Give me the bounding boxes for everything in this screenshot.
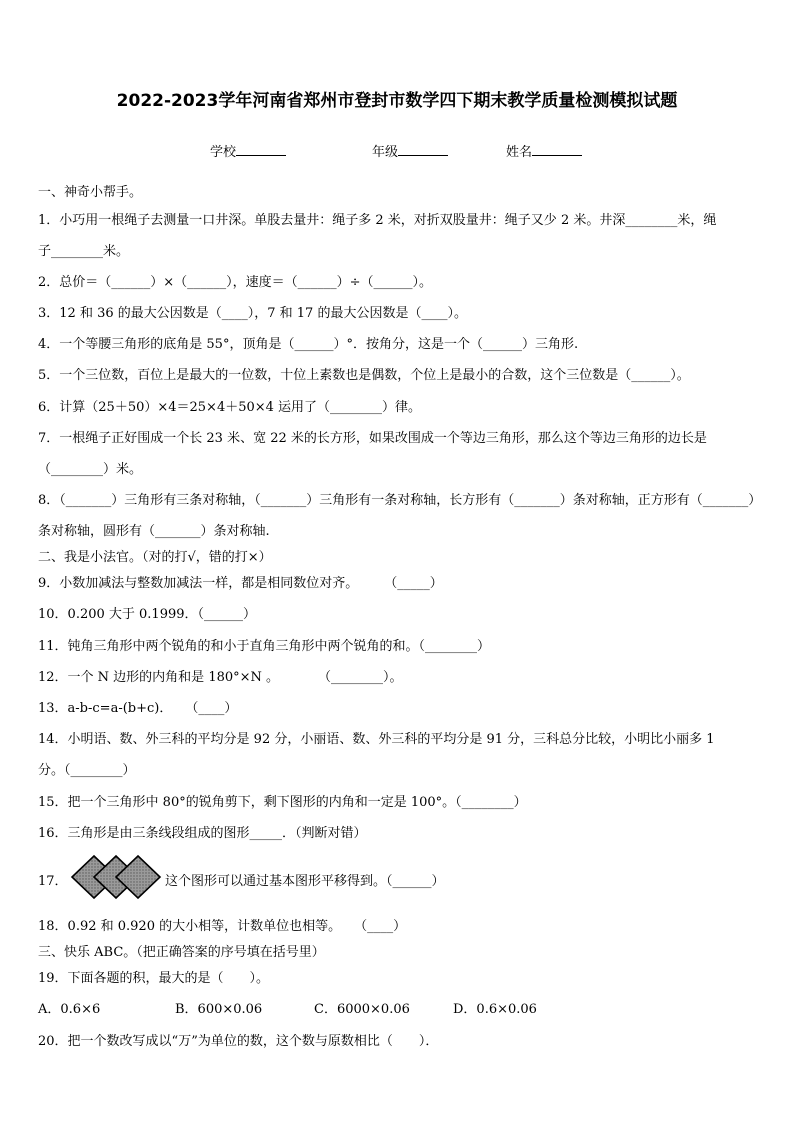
q19-option-b[interactable]: B．600×0.06	[175, 1002, 263, 1017]
question-17-number: 17．	[38, 874, 68, 889]
grade-field	[372, 141, 448, 160]
question-14-line-2: 分。（________）	[38, 763, 136, 778]
question-10: 10．0.200 大于 0.1999．（______）	[38, 607, 257, 622]
name-blank[interactable]	[532, 141, 582, 156]
rhombus-chain-figure	[70, 854, 162, 900]
section-2-heading: 二、我是小法官。（对的打√，错的打×）	[38, 550, 272, 565]
school-blank[interactable]	[236, 141, 286, 156]
question-14-line-1: 14．小明语、数、外三科的平均分是 92 分，小丽语、数、外三科的平均分是 91 分，三科总分比较，小明比小丽多 1	[38, 732, 715, 747]
question-20: 20．把一个数改写成以“万”为单位的数，这个数与原数相比（ ）．	[38, 1034, 439, 1049]
question-3: 3．12 和 36 的最大公因数是（____），7 和 17 的最大公因数是（____）。	[38, 306, 467, 321]
question-7-line-2: （________）米。	[38, 462, 143, 477]
question-18: 18．0.92 和 0.920 的大小相等，计数单位也相等。 （____）	[38, 919, 407, 934]
question-8-line-2: 条对称轴，圆形有（_______）条对称轴.	[38, 524, 270, 539]
name-field	[506, 141, 582, 160]
name-label: 姓名	[506, 145, 533, 160]
q19-option-a[interactable]: A．0.6×6	[38, 1002, 101, 1017]
section-1-heading: 一、神奇小帮手。	[38, 185, 143, 200]
question-17-text: 这个图形可以通过基本图形平移得到。（______）	[165, 874, 445, 889]
question-13: 13．a-b-c=a-(b+c)． （____）	[38, 701, 238, 716]
q19-option-d[interactable]: D．0.6×0.06	[453, 1002, 537, 1017]
section-3-heading: 三、快乐 ABC。（把正确答案的序号填在括号里）	[38, 945, 325, 960]
question-5: 5．一个三位数，百位上是最大的一位数，十位上素数也是偶数，个位上是最小的合数，这个三位数是（______）。	[38, 368, 690, 383]
school-label: 学校	[210, 145, 237, 160]
question-2: 2．总价＝（______）×（______），速度＝（______）÷（______）。	[38, 275, 433, 290]
q19-option-c[interactable]: C．6000×0.06	[314, 1002, 410, 1017]
school-field	[210, 141, 286, 160]
page-title: 2022-2023学年河南省郑州市登封市数学四下期末教学质量检测模拟试题	[116, 91, 678, 111]
grade-blank[interactable]	[398, 141, 448, 156]
question-19: 19．下面各题的积，最大的是（ ）。	[38, 971, 270, 986]
question-7-line-1: 7．一根绳子正好围成一个长 23 米、宽 22 米的长方形，如果改围成一个等边三角形，那么这个等边三角形的边长是	[38, 431, 707, 446]
question-11: 11．钝角三角形中两个锐角的和小于直角三角形中两个锐角的和。（________）	[38, 639, 491, 654]
question-16: 16．三角形是由三条线段组成的图形_____．（判断对错）	[38, 826, 367, 841]
question-12: 12．一个 N 边形的内角和是 180°×N 。 （________）。	[38, 670, 403, 685]
question-15: 15．把一个三角形中 80°的锐角剪下，剩下图形的内角和一定是 100°。（________）	[38, 795, 527, 810]
question-1-line-1: 1．小巧用一根绳子去测量一口井深。单股去量井：绳子多 2 米，对折双股量井：绳子又少 2 米。井深________米，绳	[38, 213, 717, 228]
question-9: 9．小数加减法与整数加减法一样，都是相同数位对齐。 （_____）	[38, 576, 443, 591]
grade-label: 年级	[372, 145, 399, 160]
question-1-line-2: 子________米。	[38, 244, 130, 259]
question-4: 4．一个等腰三角形的底角是 55°，顶角是（______）°．按角分，这是一个（______）三角形.	[38, 337, 579, 352]
question-8-line-1: 8．（_______）三角形有三条对称轴，（_______）三角形有一条对称轴，长方形有（_______）条对称轴，正方形有（_______）	[38, 493, 762, 508]
question-6: 6．计算（25＋50）×4＝25×4＋50×4 运用了（________）律。	[38, 400, 422, 415]
